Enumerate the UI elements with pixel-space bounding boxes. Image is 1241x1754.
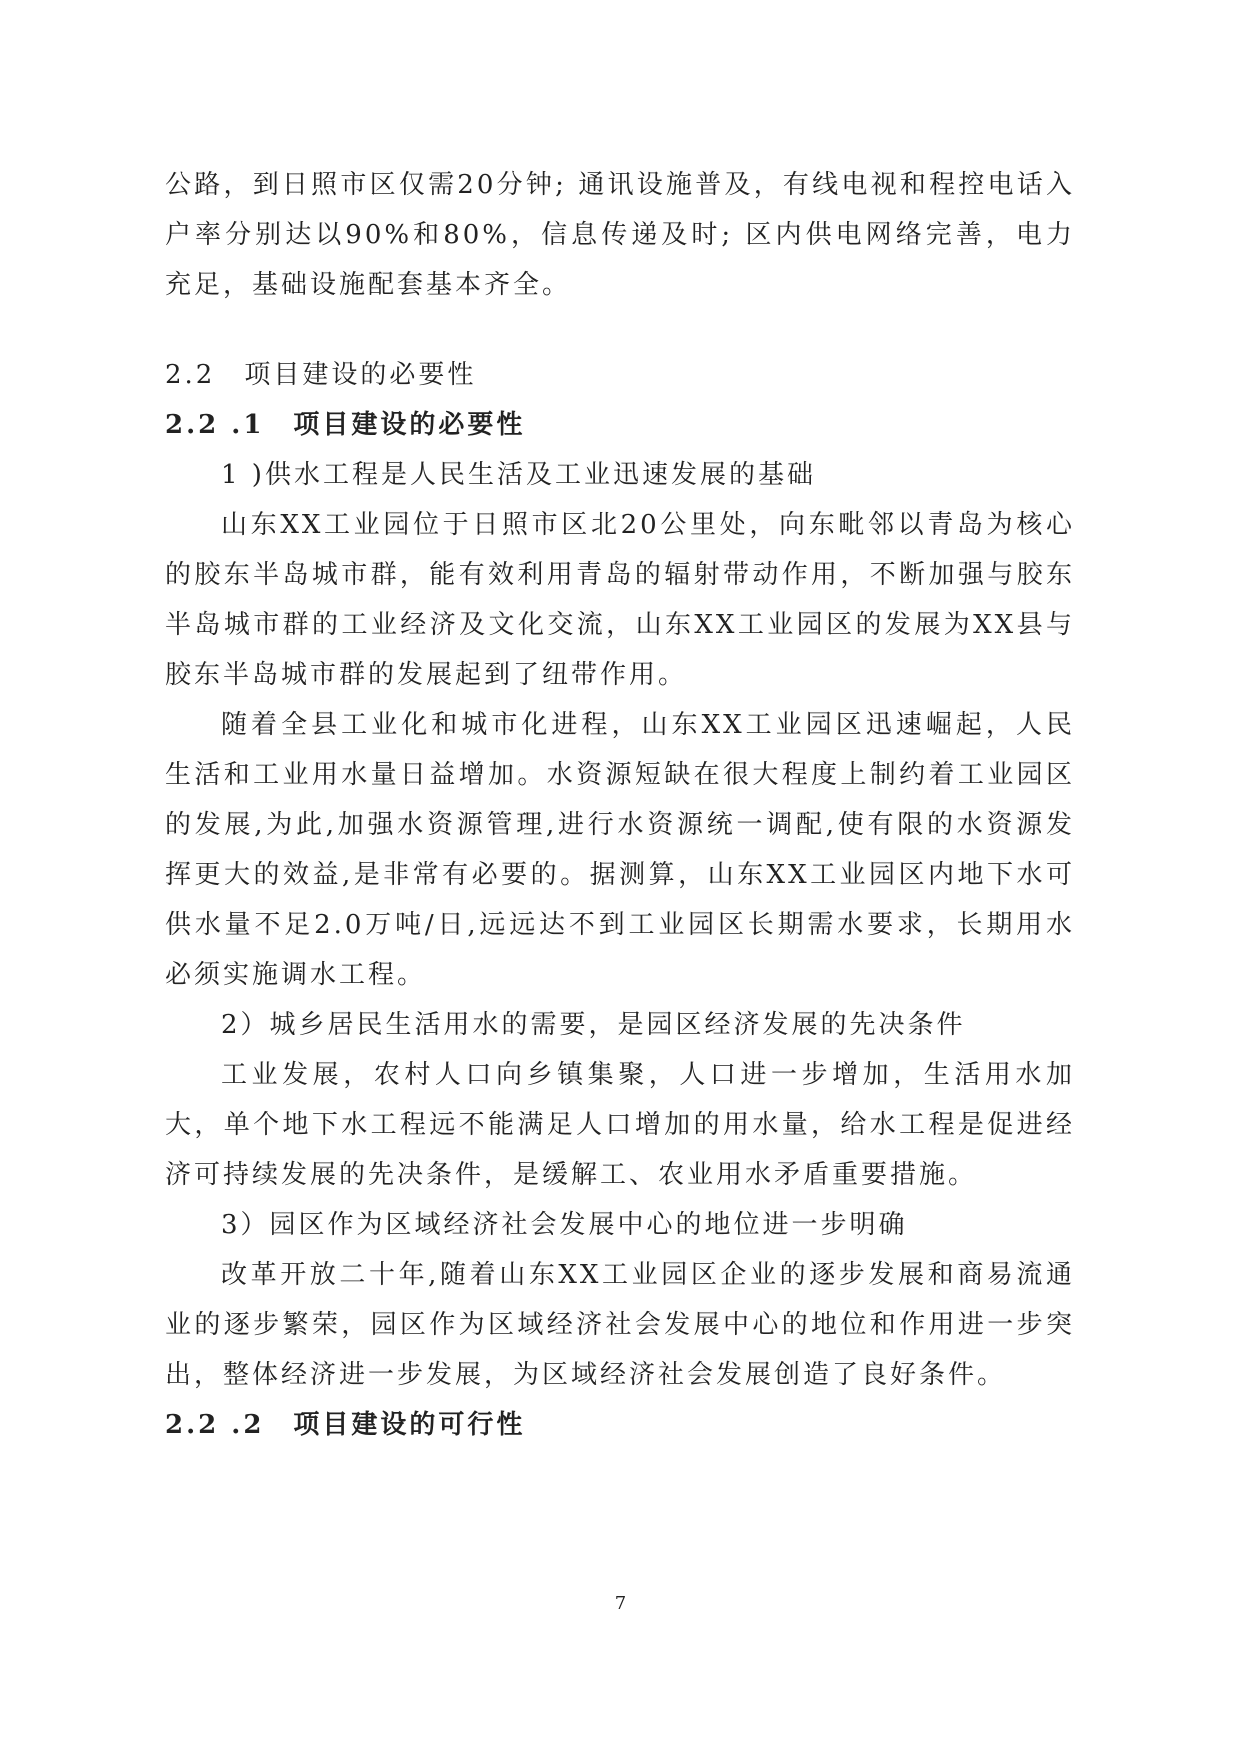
item-1-title: 1 )供水工程是人民生活及工业迅速发展的基础: [221, 460, 816, 490]
item-2-paragraph-1: 工业发展，农村人口向乡镇集聚，人口进一步增加，生活用水加大，单个地下水工程远不能满足人口增加的用水量，给水工程是促进经济可持续发展的先决条件，是缓解工、农业用水矛盾重要措施。: [165, 1060, 1075, 1190]
item-3-title: 3）园区作为区域经济社会发展中心的地位进一步明确: [221, 1210, 908, 1240]
item-2-title: 2）城乡居民生活用水的需要，是园区经济发展的先决条件: [221, 1010, 966, 1040]
subsection-heading-2-2-1: 2.2 .1 项目建设的必要性: [165, 410, 526, 440]
page-number: 7: [614, 1593, 627, 1614]
paragraph-intro: 公路，到日照市区仅需20分钟; 通讯设施普及，有线电视和程控电话入户率分别达以90%和80%，信息传递及时; 区内供电网络完善，电力充足，基础设施配套基本齐全。: [165, 170, 1075, 300]
item-1-paragraph-1: 山东XX工业园位于日照市区北20公里处，向东毗邻以青岛为核心的胶东半岛城市群，能有效利用青岛的辐射带动作用，不断加强与胶东半岛城市群的工业经济及文化交流，山东XX工业园区的发展为XX县与胶东半岛城市群的发展起到了纽带作用。: [165, 510, 1075, 690]
section-heading-2-2: 2.2 项目建设的必要性: [165, 360, 477, 390]
body-text: [165, 160, 1075, 1450]
subsection-heading-2-2-2: 2.2 .2 项目建设的可行性: [165, 1410, 526, 1440]
item-3-paragraph-1: 改革开放二十年,随着山东XX工业园区企业的逐步发展和商易流通业的逐步繁荣，园区作为区域经济社会发展中心的地位和作用进一步突出，整体经济进一步发展，为区域经济社会发展创造了良好条件。: [165, 1260, 1075, 1390]
spacer: [165, 310, 1075, 350]
item-1-paragraph-2: 随着全县工业化和城市化进程，山东XX工业园区迅速崛起，人民生活和工业用水量日益增加。水资源短缺在很大程度上制约着工业园区的发展,为此,加强水资源管理,进行水资源统一调配,使有限的水资源发挥更大的效益,是非常有必要的。据测算，山东XX工业园区内地下水可供水量不足2.0万吨/日,远远达不到工业园区长期需水要求，长期用水必须实施调水工程。: [165, 710, 1075, 990]
